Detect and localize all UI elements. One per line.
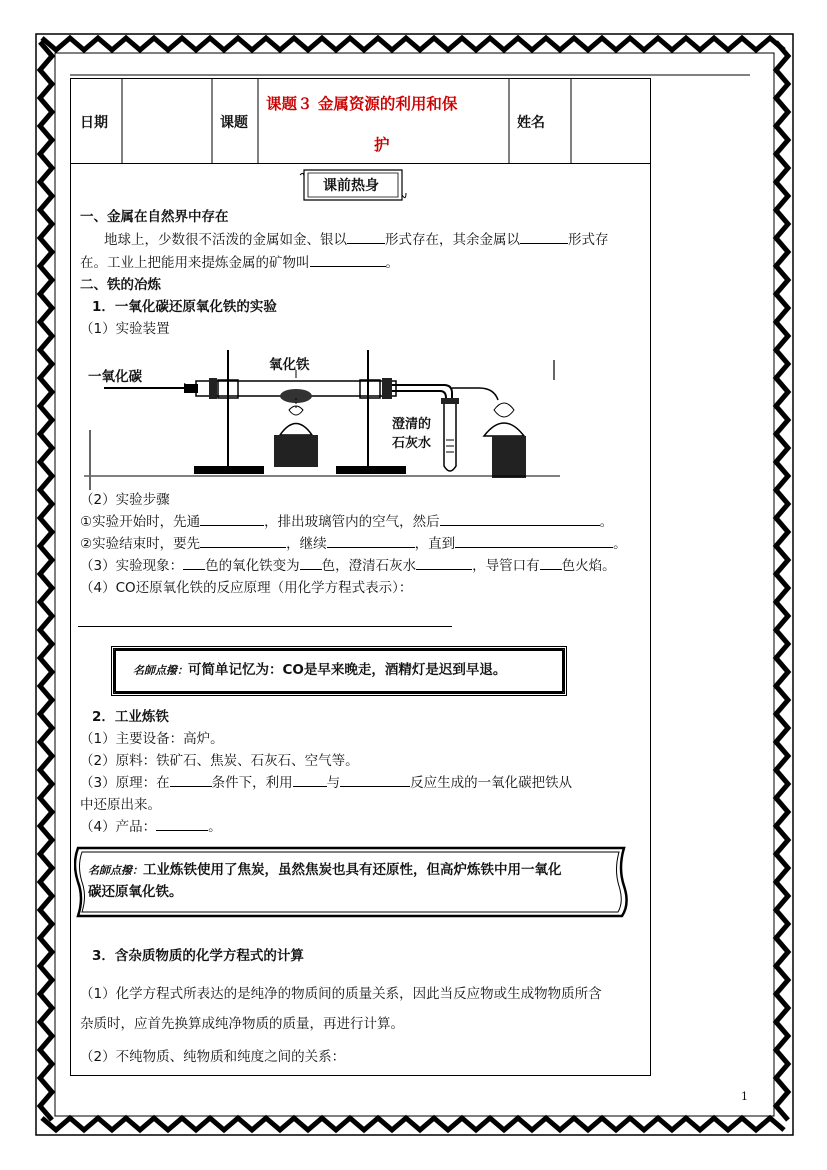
blank-field[interactable] [293,772,327,787]
topic-label: 课题 [220,115,248,131]
fig-label-lime2: 石灰水 [392,436,432,451]
reaction-principle: （4）CO还原氧化铁的反应原理（用化学方程式表示）： [80,580,413,596]
lesson-title-cont: 护 [374,135,390,154]
calc-rule-line2: 杂质时，应首先换算成纯净物质的质量，再进行计算。 [80,1016,404,1032]
blank-field[interactable] [200,511,264,526]
blank-field[interactable] [183,555,205,570]
calc-relationship: （2）不纯物质、纯物质和纯度之间的关系： [80,1049,346,1065]
fig-label-co: 一氧化碳 [88,369,142,385]
s1-para-line1: 地球上，少数很不活泼的金属如金、银以 形式存在，其余金属以 形式存 [104,229,609,251]
teacher-note-2: 名師点撥：工业炼铁使用了焦炭，虽然焦炭也具有还原性，但高炉炼铁中用一氧化 [88,862,562,878]
note-label: 名師点撥： [133,664,188,677]
warmup-banner: 课前热身 [323,178,379,194]
blank-field[interactable] [440,511,600,526]
teacher-note-1: 名師点撥：可简单记忆为：CO是早来晚走，酒精灯是迟到早退。 [133,662,507,678]
apparatus-figure [84,340,560,490]
blank-field[interactable] [347,229,385,244]
blank-field[interactable] [455,533,613,548]
teacher-note-2-cont: 碳还原氧化铁。 [88,884,183,900]
step1: ①实验开始时，先通 ，排出玻璃管内的空气，然后 。 [80,511,613,533]
steps-label: （2）实验步骤 [80,492,170,508]
answer-line[interactable] [78,626,452,627]
blank-field[interactable] [340,772,410,787]
blank-field[interactable] [300,555,322,570]
blank-field[interactable] [540,555,562,570]
apparatus-label: （1）实验装置 [80,321,170,337]
blank-field[interactable] [520,229,568,244]
section2-heading: 二、铁的冶炼 [80,277,161,293]
subsection-industrial: 2．工业炼铁 [92,709,169,725]
subsection-co-experiment: 1．一氧化碳还原氧化铁的实验 [92,299,277,315]
industrial-principle: （3）原理：在 条件下，利用 与 反应生成的一氧化碳把铁从 [80,772,572,794]
date-label: 日期 [80,115,108,131]
industrial-product: （4）产品： 。 [80,816,222,838]
name-label: 姓名 [517,115,545,131]
blank-field[interactable] [200,533,286,548]
s1-para-line2: 在。工业上把能用来提炼金属的矿物叫 。 [80,252,399,274]
fig-label-lime1: 澄清的 [392,417,432,432]
industrial-principle-cont: 中还原出来。 [80,797,161,813]
blank-field[interactable] [416,555,472,570]
observation: （3）实验现象： 色的氧化铁变为 色，澄清石灰水 ，导管口有 色火焰。 [80,555,616,577]
page-number: 1 [741,1090,748,1103]
lesson-title: 课题３ 金属资源的利用和保 [266,94,458,113]
industrial-equipment: （1）主要设备：高炉。 [80,731,224,747]
note-label: 名師点撥： [88,864,143,877]
blank-field[interactable] [327,533,415,548]
blank-field[interactable] [170,772,212,787]
subsection-calculation: 3．含杂质物质的化学方程式的计算 [92,948,304,964]
industrial-materials: （2）原料：铁矿石、焦炭、石灰石、空气等。 [80,753,359,769]
section1-heading: 一、金属在自然界中存在 [80,209,229,225]
step2: ②实验结束时，要先 ，继续 ，直到 。 [80,533,627,555]
calc-rule-line1: （1）化学方程式所表达的是纯净的物质间的质量关系，因此当反应物或生成物物质所含 [80,986,602,1002]
blank-field[interactable] [310,252,386,267]
fig-label-fe2o3: 氧化铁 [269,357,310,373]
blank-field[interactable] [156,816,208,831]
